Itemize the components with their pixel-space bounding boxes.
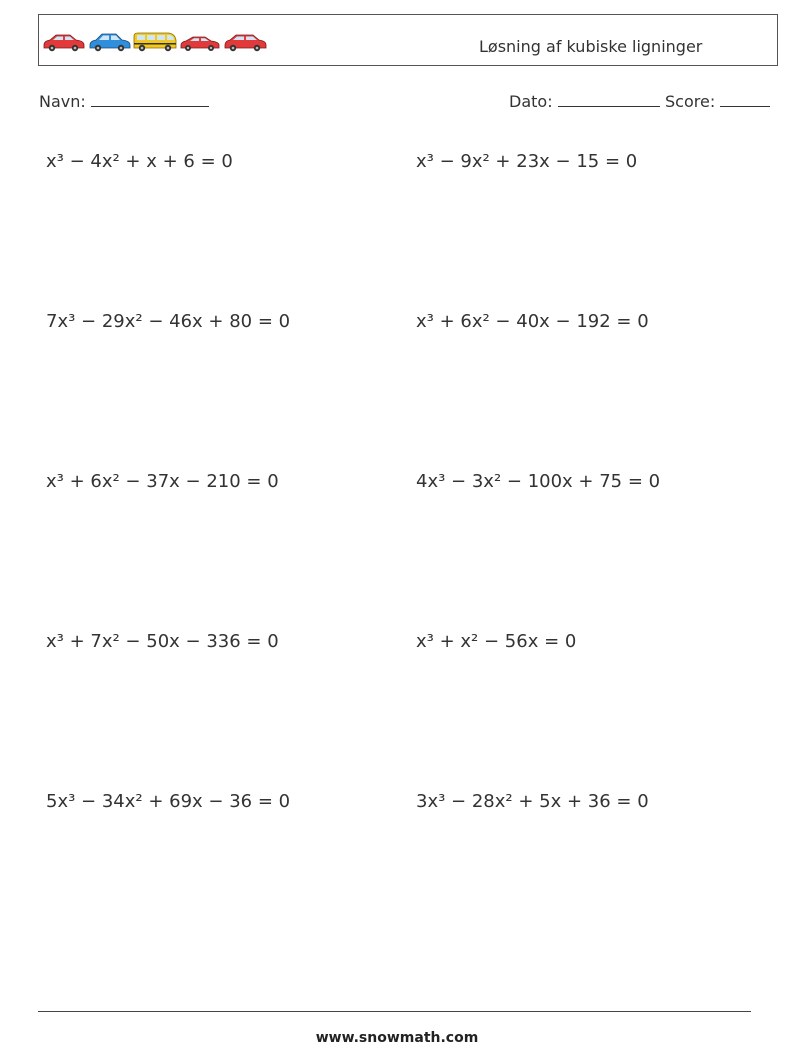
score-field[interactable] <box>665 92 770 111</box>
problem-6: 4x³ − 3x² − 100x + 75 = 0 <box>416 471 661 492</box>
score-label: Score: <box>665 92 716 111</box>
worksheet-header <box>38 14 778 66</box>
problem-10: 3x³ − 28x² + 5x + 36 = 0 <box>416 791 649 812</box>
date-blank[interactable] <box>558 92 660 107</box>
name-field[interactable] <box>39 92 209 111</box>
problem-8: x³ + x² − 56x = 0 <box>416 631 577 652</box>
problem-9: 5x³ − 34x² + 69x − 36 = 0 <box>46 791 291 812</box>
blue-car-icon <box>90 34 130 51</box>
red-car-icon <box>225 35 266 51</box>
name-label: Navn: <box>39 92 86 111</box>
yellow-van-icon <box>134 33 176 51</box>
problem-1: x³ − 4x² + x + 6 = 0 <box>46 151 233 172</box>
problem-3: 7x³ − 29x² − 46x + 80 = 0 <box>46 311 291 332</box>
date-label: Dato: <box>509 92 553 111</box>
date-field[interactable] <box>509 92 660 111</box>
problem-7: x³ + 7x² − 50x − 336 = 0 <box>46 631 279 652</box>
score-blank[interactable] <box>720 92 770 107</box>
footer-url: www.snowmath.com <box>315 1030 479 1046</box>
footer-divider <box>38 1011 751 1012</box>
red-car-icon <box>44 35 84 51</box>
problem-5: x³ + 6x² − 37x − 210 = 0 <box>46 471 279 492</box>
problem-4: x³ + 6x² − 40x − 192 = 0 <box>416 311 649 332</box>
red-car-icon <box>181 37 219 51</box>
problem-2: x³ − 9x² + 23x − 15 = 0 <box>416 151 638 172</box>
cars-illustration <box>42 29 272 53</box>
worksheet-title: Løsning af kubiske ligninger <box>479 37 703 56</box>
name-blank[interactable] <box>91 92 209 107</box>
